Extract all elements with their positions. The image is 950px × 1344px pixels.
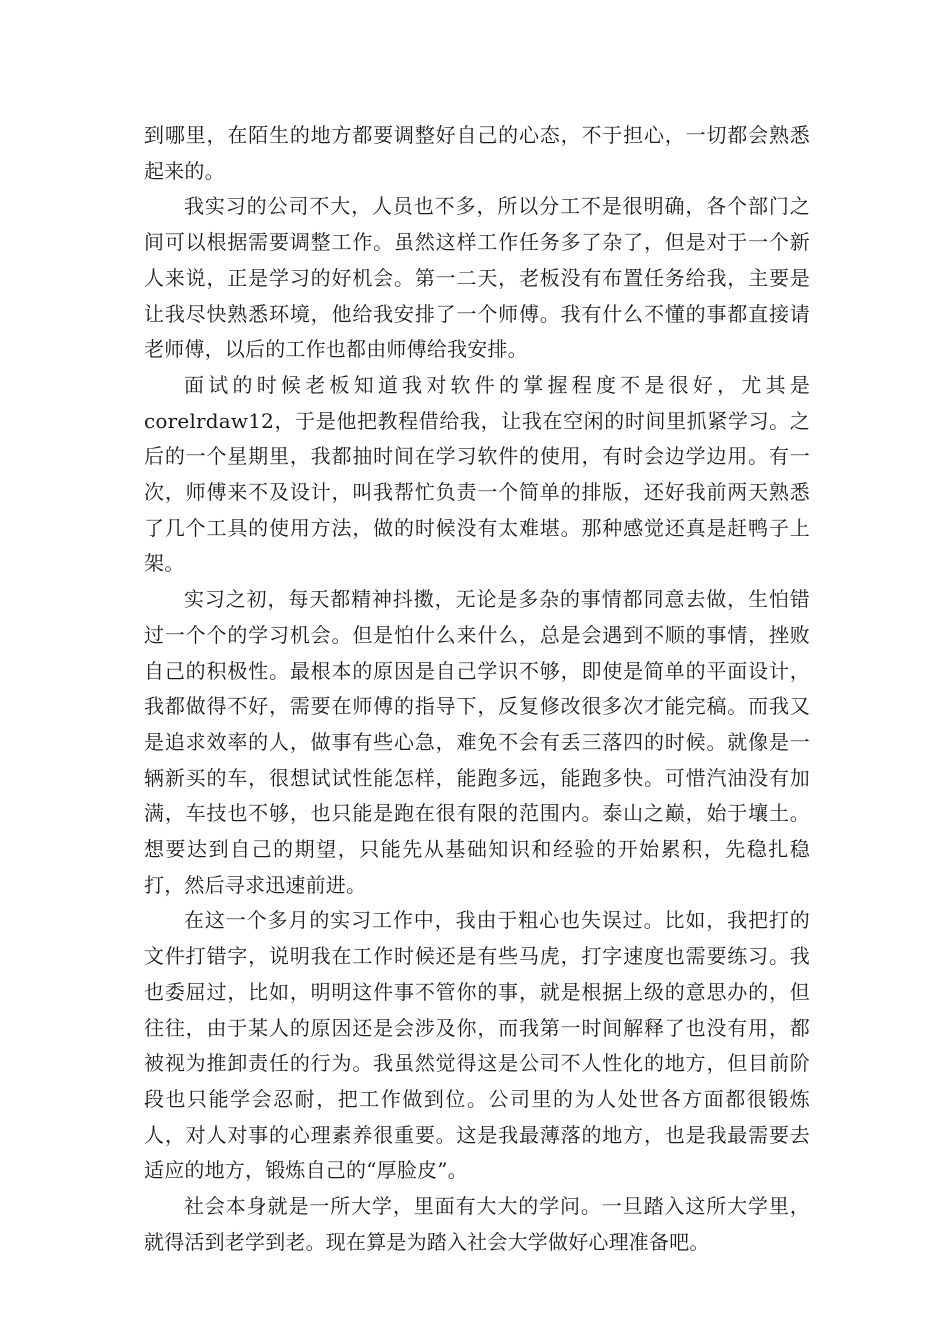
paragraph-continuation: 到哪里，在陌生的地方都要调整好自己的心态，不于担心，一切都会熟悉起来的。: [144, 123, 810, 183]
paragraph-software-learning: 面试的时候老板知道我对软件的掌握程度不是很好，尤其是corelrdaw12，于是他把教程借给我，让我在空闲的时间里抓紧学习。之后的一个星期里，我都抽时间在学习软件的使用，有时会边学边用。有一次，师傅来不及设计，叫我帮忙负责一个简单的排版，还好我前两天熟悉了几个工具的使用方法，做的时候没有太难堪。那种感觉还真是赶鸭子上架。: [144, 372, 810, 576]
paragraph-early-internship: 实习之初，每天都精神抖擞，无论是多杂的事情都同意去做，生怕错过一个个的学习机会。但是怕什么来什么，总是会遇到不顺的事情，挫败自己的积极性。最根本的原因是自己学识不够，即使是简单的平面设计，我都做得不好，需要在师傅的指导下，反复修改很多次才能完稿。而我又是追求效率的人，做事有些心急，难免不会有丢三落四的时候。就像是一辆新买的车，很想试试性能怎样，能跑多远，能跑多快。可惜汽油没有加满，车技也不够，也只能是跑在很有限的范围内。泰山之巅，始于壤土。想要达到自己的期望，只能先从基础知识和经验的开始累积，先稳扎稳打，然后寻求迅速前进。: [144, 587, 810, 897]
document-body: [144, 118, 810, 1261]
paragraph-mistakes: 在这一个多月的实习工作中，我由于粗心也失误过。比如，我把打的文件打错字，说明我在工作时候还是有些马虎，打字速度也需要练习。我也委屈过，比如，明明这件事不管你的事，就是根据上级的意思办的，但往往，由于某人的原因还是会涉及你，而我第一时间解释了也没有用，都被视为推卸责任的行为。我虽然觉得这是公司不人性化的地方，但目前阶段也只能学会忍耐，把工作做到位。公司里的为人处世各方面都很锻炼人，对人对事的心理素养很重要。这是我最薄落的地方，也是我最需要去适应的地方，锻炼自己的“厚脸皮”。: [144, 908, 810, 1183]
paragraph-company-intro: 我实习的公司不大，人员也不多，所以分工不是很明确，各个部门之间可以根据需要调整工作。虽然这样工作任务多了杂了，但是对于一个新人来说，正是学习的好机会。第一二天，老板没有布置任务给我，主要是让我尽快熟悉环境，他给我安排了一个师傅。我有什么不懂的事都直接请老师傅，以后的工作也都由师傅给我安排。: [144, 194, 810, 362]
paragraph-society-university: 社会本身就是一所大学，里面有大大的学问。一旦踏入这所大学里，就得活到老学到老。现在算是为踏入社会大学做好心理准备吧。: [144, 1194, 810, 1254]
